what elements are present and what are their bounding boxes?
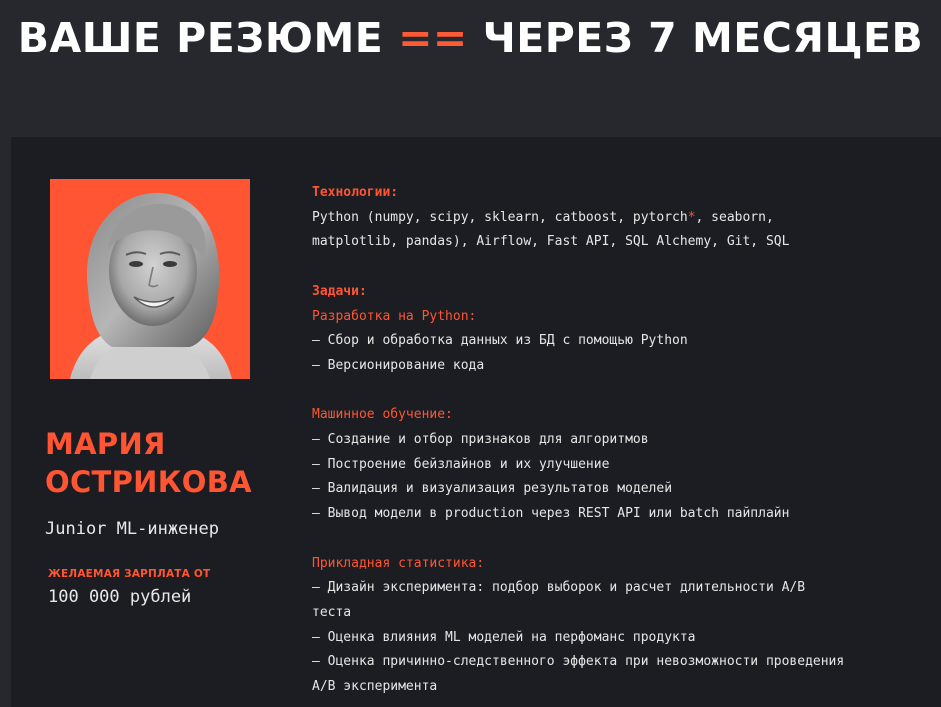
headline-part1: ВАШЕ РЕЗЮМЕ xyxy=(17,14,399,62)
task-group-title-python: Разработка на Python: xyxy=(312,308,477,324)
candidate-name xyxy=(45,425,252,501)
task-item: – Оценка причинно-следственного эффекта при невозможности проведения xyxy=(312,654,845,670)
headline-part2: ЧЕРЕЗ 7 МЕСЯЦЕВ xyxy=(467,14,924,62)
task-item: A/B эксперимента xyxy=(312,679,438,695)
task-group-title-statistics: Прикладная статистика: xyxy=(312,555,485,571)
resume-details xyxy=(312,181,932,700)
task-item: – Дизайн эксперимента: подбор выборок и расчет длительности A/B xyxy=(312,580,806,596)
headline xyxy=(0,12,941,64)
salary-label: ЖЕЛАЕМАЯ ЗАРПЛАТА ОТ xyxy=(48,568,211,580)
task-group-title-ml: Машинное обучение: xyxy=(312,407,453,423)
headline-accent: == xyxy=(398,14,468,62)
task-item: – Версионирование кода xyxy=(312,357,485,373)
technologies-header: Технологии: xyxy=(312,185,399,200)
candidate-first-name: МАРИЯ xyxy=(45,427,166,461)
resume-card xyxy=(11,137,941,707)
task-item: – Построение бейзлайнов и их улучшение xyxy=(312,456,610,472)
task-item: теста xyxy=(312,604,352,620)
technologies-line-2: matplotlib, pandas), Airflow, Fast API, SQL Alchemy, Git, SQL xyxy=(312,234,790,250)
salary-value: 100 000 рублей xyxy=(48,587,192,607)
candidate-role: Junior ML-инженер xyxy=(45,519,219,539)
tasks-header: Задачи: xyxy=(312,283,367,299)
technologies-line-1-tail: , seaborn, xyxy=(695,209,774,225)
technologies-line-1 xyxy=(312,206,932,231)
task-item: – Сбор и обработка данных из БД с помощью Python xyxy=(312,333,688,349)
task-item: – Оценка влияния ML моделей на перфоманс продукта xyxy=(312,629,696,645)
pytorch-asterisk: * xyxy=(687,209,696,225)
portrait-photo-icon xyxy=(50,179,250,379)
candidate-last-name: ОСТРИКОВА xyxy=(45,465,252,499)
task-item: – Валидация и визуализация результатов моделей xyxy=(312,481,673,497)
task-item: – Вывод модели в production через REST API или batch пайплайн xyxy=(312,506,790,522)
profile-photo xyxy=(50,179,250,379)
task-item: – Создание и отбор признаков для алгоритмов xyxy=(312,432,649,447)
technologies-line-1-text: Python (numpy, scipy, sklearn, catboost, pytorch xyxy=(312,209,688,225)
